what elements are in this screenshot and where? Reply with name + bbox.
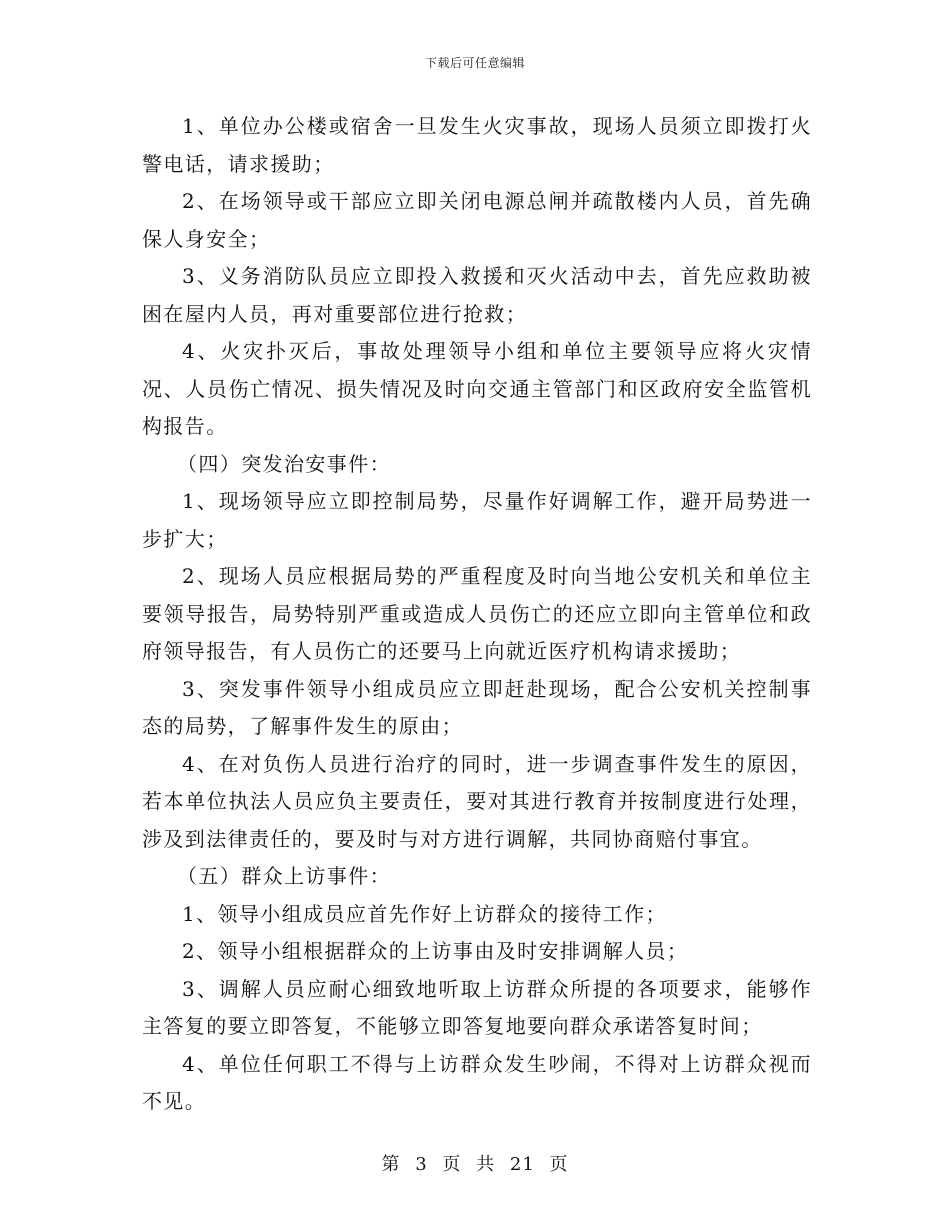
paragraph: 3、调解人员应耐心细致地听取上访群众所提的各项要求，能够作主答复的要立即答复，不能够立即答复地要向群众承诺答复时间； [142, 976, 812, 1038]
paragraph: 2、在场领导或干部应立即关闭电源总闸并疏散楼内人员，首先确保人身安全； [142, 189, 812, 251]
paragraph: 4、在对负伤人员进行治疗的同时，进一步调查事件发生的原因，若本单位执法人员应负主要责任，要对其进行教育并按制度进行处理，涉及到法律责任的，要及时与对方进行调解，共同协商赔付事宜。 [142, 751, 812, 851]
document-body [142, 108, 812, 1121]
paragraph: 3、义务消防队员应立即投入救援和灭火活动中去，首先应救助被困在屋内人员，再对重要部位进行抢救； [142, 264, 812, 326]
paragraph: 4、单位任何职工不得与上访群众发生吵闹，不得对上访群众视而不见。 [142, 1051, 812, 1113]
paragraph: 3、突发事件领导小组成员应立即赶赴现场，配合公安机关控制事态的局势，了解事件发生的原由； [142, 676, 812, 738]
footer-total-label: 共 [476, 1154, 496, 1175]
paragraph: 1、单位办公楼或宿舍一旦发生火灾事故，现场人员须立即拨打火警电话，请求援助； [142, 114, 812, 176]
page-footer [0, 1150, 950, 1176]
page-header: 下载后可任意编辑 [424, 56, 525, 70]
footer-suffix: 页 [549, 1154, 569, 1175]
section-heading: （四）突发治安事件： [177, 451, 391, 476]
section-heading: （五）群众上访事件： [177, 864, 391, 888]
paragraph: 1、现场领导应立即控制局势，尽量作好调解工作，避开局势进一步扩大； [142, 489, 812, 551]
paragraph: 2、现场人员应根据局势的严重程度及时向当地公安机关和单位主要领导报告，局势特别严重或造成人员伤亡的还应立即向主管单位和政府领导报告，有人员伤亡的还要马上向就近医疗机构请求援助； [142, 564, 812, 663]
page-number: 3 [415, 1154, 428, 1175]
footer-prefix: 第 [381, 1154, 401, 1175]
total-pages: 21 [509, 1154, 535, 1175]
paragraph: 2、领导小组根据群众的上访事由及时安排调解人员； [182, 939, 689, 963]
paragraph: 1、领导小组成员应首先作好上访群众的接待工作； [182, 901, 667, 926]
paragraph: 4、火灾扑灭后，事故处理领导小组和单位主要领导应将火灾情况、人员伤亡情况、损失情况及时向交通主管部门和区政府安全监管机构报告。 [142, 339, 812, 438]
footer-page-label: 页 [442, 1154, 462, 1175]
